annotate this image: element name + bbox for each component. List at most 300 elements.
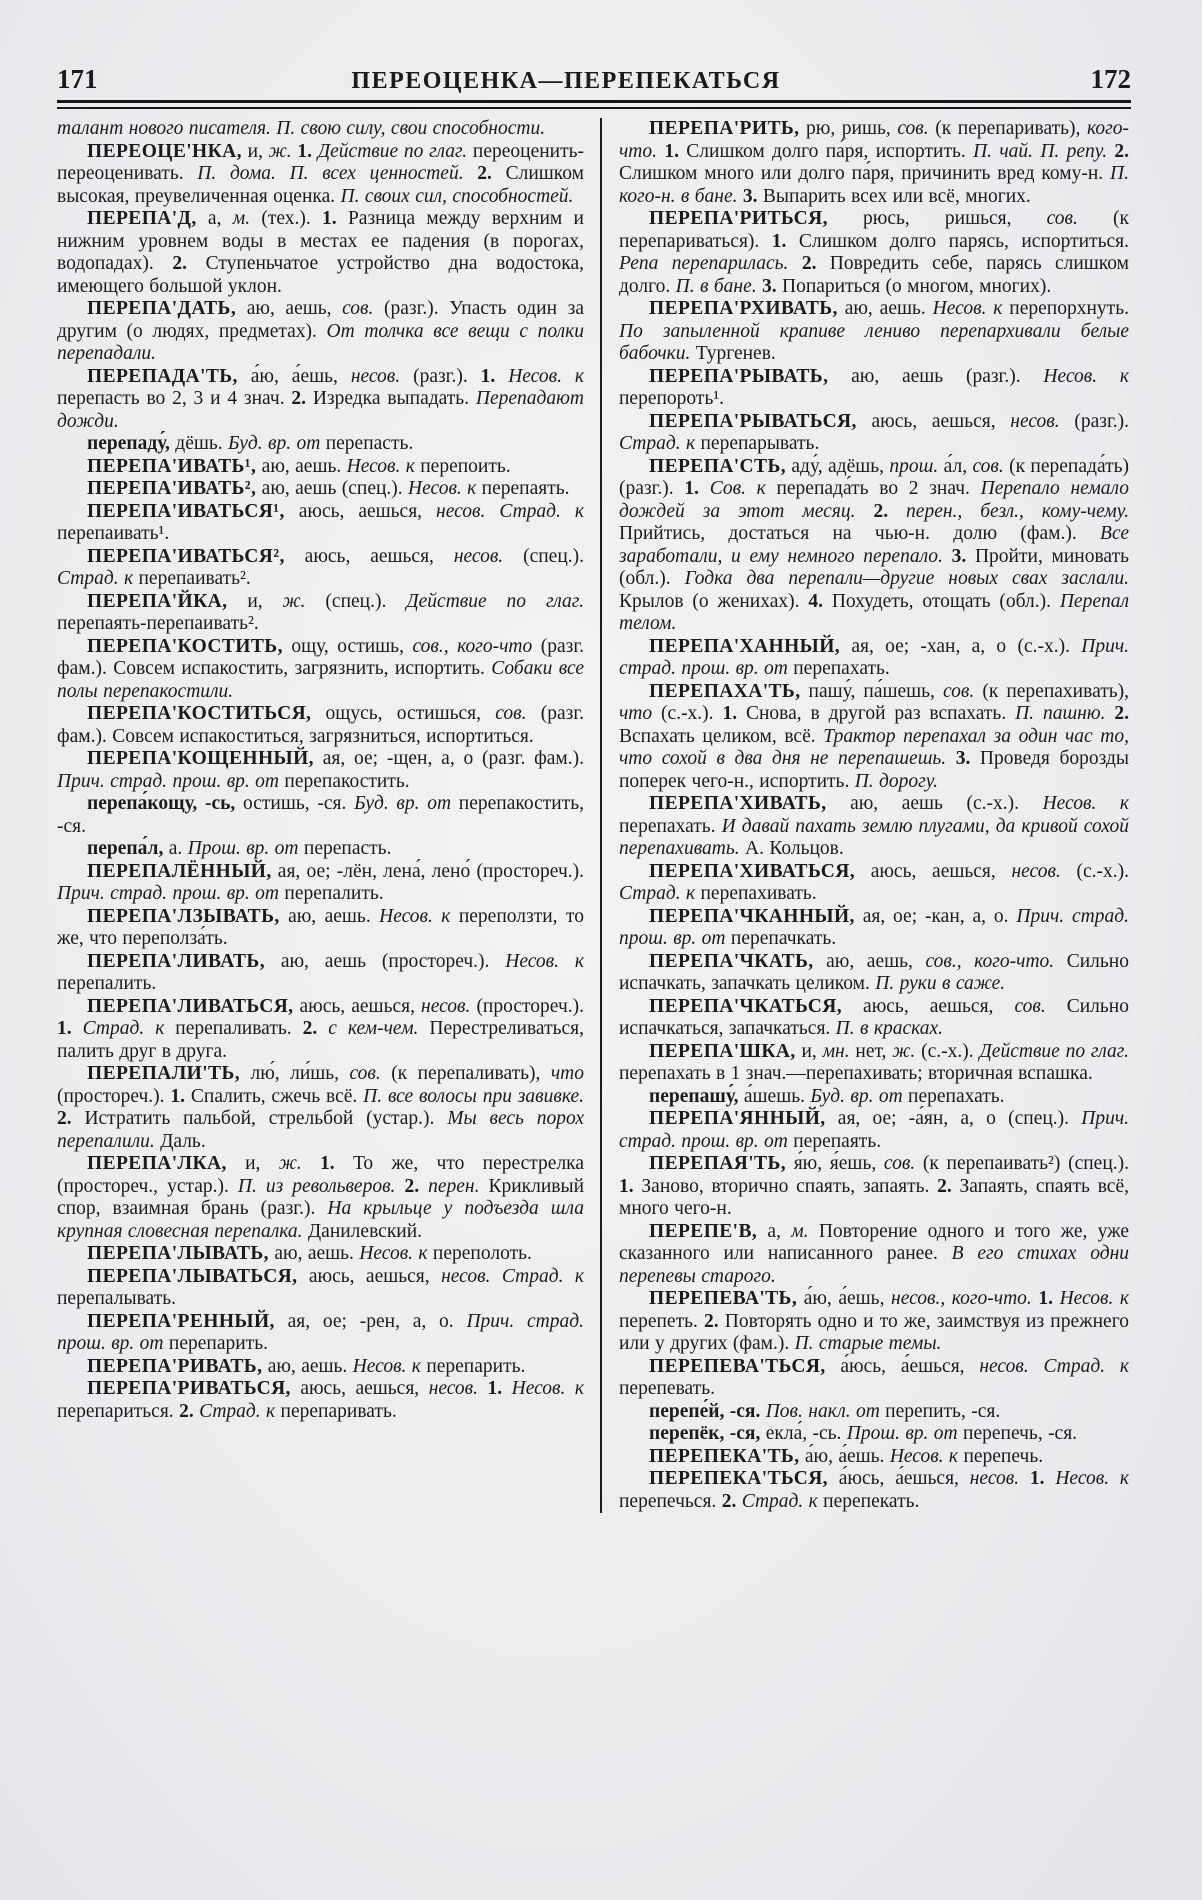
headword: ПЕРЕПЕВА'ТЬ, <box>649 1288 798 1309</box>
italic-text: Несов. к <box>511 1378 585 1399</box>
italic-text: Страд. к <box>619 883 696 904</box>
italic-text: П. старые темы. <box>794 1333 942 1354</box>
italic-text: Страд. к <box>501 1265 584 1287</box>
dictionary-entry <box>57 1063 584 1153</box>
italic-text: Перепадают дожди. <box>57 388 584 432</box>
dictionary-entry <box>619 996 1129 1041</box>
dictionary-page <box>57 0 1131 1513</box>
italic-text: Прош. вр. от <box>846 1423 958 1444</box>
plain-text <box>464 163 478 184</box>
headword: ПЕРЕПЕКА'ТЬСЯ, <box>649 1468 828 1489</box>
plain-text: перепить, -ся. <box>879 1400 1001 1422</box>
dictionary-entry <box>619 1288 1129 1356</box>
plain-text: а́ю, а́ешь. <box>799 1445 890 1467</box>
plain-text: Заново, вторично спаять, запаять. <box>633 1175 938 1197</box>
plain-text: переползти, то же, что переполза́ть. <box>57 905 584 949</box>
bold-text: перепа́кощу, -сь, <box>87 793 236 814</box>
italic-text: перен., безл., кому-чему. <box>906 500 1129 522</box>
headword: ПЕРЕПА'ХАННЫЙ, <box>649 635 841 657</box>
plain-text: (к перепаивать²) (спец.). <box>915 1153 1129 1174</box>
dictionary-entry <box>57 591 584 636</box>
bold-text: 2. <box>1114 703 1129 724</box>
bold-text: 1. <box>684 478 699 499</box>
headword: ПЕРЕПА'ЧКАТЬ, <box>649 950 814 972</box>
dictionary-entry <box>57 996 584 1064</box>
plain-text: перепеть. <box>619 1310 705 1332</box>
headword: ПЕРЕПА'ШКА, <box>649 1040 796 1062</box>
italic-text: И давай пахать землю плугами, да кривой сохой перепахивать. <box>619 815 1129 859</box>
italic-text: Прич. страд. прош. вр. от <box>619 1108 1129 1152</box>
headword: ПЕРЕПА'РИТЬ, <box>649 118 800 139</box>
plain-text: (спец.). <box>503 545 585 567</box>
italic-text: несов. <box>441 1265 491 1287</box>
italic-text: П. из револьверов. <box>237 1175 396 1197</box>
italic-text: П. все волосы при завивке. <box>363 1085 584 1107</box>
bold-text: перепа́л, <box>87 838 164 859</box>
plain-text: аюсь, аешься, <box>842 995 1015 1017</box>
plain-text: Повредить себе, парясь слишком долго. <box>619 253 1129 297</box>
plain-text: перепачкать. <box>725 928 837 949</box>
plain-text <box>943 546 952 567</box>
bold-text: перепе́й, -ся. <box>649 1400 761 1422</box>
bold-text: 2. <box>477 163 492 184</box>
headword: ПЕРЕПА'РЫВАТЬСЯ, <box>649 410 857 432</box>
page-header <box>57 66 1131 93</box>
plain-text: и, <box>795 1040 823 1062</box>
italic-text: Несов. к <box>379 905 451 927</box>
italic-text: Несов. к <box>889 1445 959 1467</box>
plain-text: а, <box>196 208 233 229</box>
bold-text: 1. <box>170 1085 186 1107</box>
plain-text: (разг. фам.). Совсем испакоститься, загрязниться, испортиться. <box>57 703 584 747</box>
plain-text: переоценить-переоценивать. <box>57 140 585 184</box>
dictionary-entry <box>57 1153 584 1243</box>
plain-text: перепаять-перепаивать². <box>57 613 259 634</box>
plain-text: перепекать. <box>817 1490 920 1512</box>
plain-text: аю, аешь (разг.). <box>828 365 1044 387</box>
dictionary-entry <box>57 501 584 546</box>
italic-text: П. дома. П. всех ценностей. <box>197 163 464 184</box>
headword: ПЕРЕПА'ИВАТЬ², <box>87 478 257 499</box>
italic-text: несов. <box>436 500 486 522</box>
italic-text: Страд. к <box>741 1490 818 1512</box>
plain-text: перепасть. <box>298 838 392 859</box>
plain-text: ая, ое; -а́ян, а, о (спец.). <box>825 1108 1082 1129</box>
plain-text: аю, аешь (простореч.). <box>264 950 506 972</box>
italic-text: Страд. к <box>1043 1355 1129 1377</box>
bold-text: 1. <box>771 230 787 252</box>
plain-text: ая, ое; -хан, а, о (с.-х.). <box>840 635 1082 657</box>
italic-text: Годка два перепали—другие новых свах заслали. <box>684 568 1129 589</box>
page-number-left: 171 <box>57 64 98 94</box>
plain-text: аюсь, аешься, <box>856 410 1011 432</box>
headword: ПЕРЕПА'ЛЫВАТЬ, <box>87 1243 269 1264</box>
plain-text: перепарить. <box>420 1355 526 1377</box>
italic-text: Несов. к <box>408 478 477 499</box>
bold-text: 3. <box>955 748 971 769</box>
plain-text: Снова, в другой раз вспахать. <box>737 703 1016 724</box>
italic-text: Собаки все полы перепакостили. <box>57 658 585 702</box>
italic-text: ж. <box>278 1153 302 1174</box>
plain-text: аюсь, аешься, <box>297 1265 442 1287</box>
italic-text: сов. <box>342 298 374 319</box>
headword: ПЕРЕПА'ЛКА, <box>87 1153 227 1174</box>
headword: ПЕРЕПА'КОСТИТЬ, <box>87 635 283 657</box>
headword: ПЕРЕПА'РИВАТЬСЯ, <box>87 1378 291 1399</box>
plain-text: перепаивать². <box>133 568 251 589</box>
plain-text: Изредка выпадать. <box>306 388 476 409</box>
italic-text: Мы весь порох перепалили. <box>57 1108 585 1152</box>
plain-text <box>788 253 801 274</box>
plain-text: перепалить. <box>57 973 157 994</box>
italic-text: несов. <box>979 1355 1029 1377</box>
dictionary-entry <box>619 1401 1129 1424</box>
plain-text: аю, аешь. <box>279 905 380 927</box>
headword: ПЕРЕПЕВА'ТЬСЯ, <box>649 1355 826 1377</box>
plain-text: (к перепаривать), <box>928 118 1088 139</box>
headword: ПЕРЕПА'ЛИВАТЬ, <box>87 950 265 972</box>
italic-text: сов., кого-что <box>412 635 533 657</box>
plain-text: перепарывать. <box>695 433 820 454</box>
headword: ПЕРЕПАЛЁННЫЙ, <box>87 860 272 882</box>
plain-text: перепахать в 1 знач.—перепахивать; вторичная вспашка. <box>619 1063 1093 1084</box>
bold-text: перепашу́, <box>649 1085 739 1107</box>
plain-text: а́ю, а́ешь, <box>797 1288 892 1309</box>
plain-text: аю, аешь, <box>813 950 926 972</box>
plain-text: (к перепаливать), <box>380 1063 551 1084</box>
dictionary-entry <box>57 546 584 591</box>
plain-text: аю, аешь. <box>268 1243 360 1264</box>
plain-text: Даль. <box>154 1130 206 1152</box>
plain-text: рюсь, ришься, <box>827 208 1047 229</box>
bold-text: 2. <box>179 1400 194 1422</box>
plain-text: остишь, -ся. <box>235 793 355 814</box>
plain-text: Слишком высокая, преувеличенная оценка. <box>57 163 585 207</box>
italic-text: П. пашню. <box>1015 703 1106 724</box>
plain-text: Слишком долго парясь, испортиться. <box>786 230 1129 252</box>
plain-text <box>1053 1288 1060 1309</box>
headword: ПЕРЕПА'ИВАТЬ¹, <box>87 455 257 477</box>
dictionary-entry <box>619 411 1129 456</box>
dictionary-entry <box>57 298 584 366</box>
italic-text: П. в красках. <box>835 1018 944 1039</box>
dictionary-entry <box>619 906 1129 951</box>
dictionary-entry <box>619 208 1129 298</box>
plain-text: Данилевский. <box>302 1220 423 1242</box>
plain-text <box>1029 1356 1044 1377</box>
plain-text: Истратить пальбой, стрельбой (устар.). <box>71 1108 448 1129</box>
headword: ПЕРЕПА'РИТЬСЯ, <box>649 208 828 229</box>
headword: ПЕРЕПЕКА'ТЬ, <box>649 1445 800 1467</box>
italic-text: сов., кого-что. <box>925 950 1055 972</box>
plain-text: (разг.). <box>400 365 481 387</box>
dictionary-entry <box>619 1423 1129 1446</box>
plain-text: дёшь. <box>169 433 229 454</box>
headword: ПЕРЕПА'ЯННЫЙ, <box>649 1108 826 1129</box>
dictionary-entry <box>619 1086 1129 1109</box>
plain-text: перепорхнуть. <box>1002 298 1129 319</box>
dictionary-entry <box>57 1266 584 1311</box>
dictionary-entry <box>57 748 584 793</box>
bold-text: 1. <box>487 1378 503 1399</box>
italic-text: Прич. страд. прош. вр. от <box>619 635 1129 679</box>
plain-text: перепасть. <box>320 433 414 454</box>
italic-text: Все заработали, и ему немного перепало. <box>619 523 1129 567</box>
headword: ПЕРЕПАЯ'ТЬ, <box>649 1153 787 1174</box>
plain-text: То же, что перестрелка (простореч., устар.). <box>57 1153 585 1197</box>
plain-text: аюсь, аешься, <box>855 860 1012 882</box>
plain-text: переполоть. <box>427 1243 532 1264</box>
italic-text: По запыленной крапиве лениво перепархивали белые бабочки. <box>619 320 1129 364</box>
headword: ПЕРЕПА'РЕННЫЙ, <box>87 1310 275 1332</box>
plain-text: ая, ое; -кан, а, о. <box>854 905 1017 927</box>
italic-text: Пов. накл. от <box>765 1400 880 1422</box>
bold-text: 2. <box>1114 140 1130 162</box>
bold-text: 2. <box>302 1018 318 1039</box>
dictionary-entry <box>619 1221 1129 1289</box>
plain-text <box>946 748 956 769</box>
italic-text: талант нового писателя. П. свою силу, свои способности. <box>57 118 546 139</box>
italic-text: м. <box>232 208 251 229</box>
plain-text <box>419 1176 428 1197</box>
bold-text: 1. <box>322 208 337 229</box>
italic-text: Несов. к <box>352 1355 421 1377</box>
dictionary-entry <box>57 1356 584 1379</box>
dictionary-entry <box>57 906 584 951</box>
headword: ПЕРЕПА'СТЬ, <box>649 455 787 477</box>
dictionary-entry <box>57 636 584 704</box>
plain-text: ая, ое; -щен, а, о (разг. фам.). <box>313 748 584 769</box>
plain-text: (к перепада́ть) (разг.). <box>619 455 1130 499</box>
headword: ПЕРЕПА'РИВАТЬ, <box>87 1355 263 1377</box>
italic-text: кого-что. <box>619 118 1129 162</box>
bold-text: 2. <box>291 388 307 409</box>
bold-text: 1. <box>1038 1288 1053 1309</box>
italic-text: перен. <box>428 1175 480 1197</box>
plain-text: перепечь, -ся. <box>957 1423 1078 1444</box>
plain-text: перепада́ть во 2 знач. <box>765 478 981 499</box>
plain-text: аю, аешь. <box>837 298 933 319</box>
italic-text: сов. <box>495 703 527 724</box>
dictionary-entry <box>619 1468 1129 1513</box>
plain-text: ощусь, остишься, <box>311 703 496 724</box>
italic-text: несов. <box>350 365 401 387</box>
plain-text: ая, ое; -рен, а, о. <box>274 1310 467 1332</box>
plain-text: (с.-х.). <box>1060 860 1129 882</box>
italic-text: Действие по глаг. <box>317 140 468 162</box>
dictionary-entry <box>619 298 1129 366</box>
plain-text: (разг.). <box>1059 410 1129 432</box>
plain-text <box>490 1266 501 1287</box>
dictionary-entry <box>57 478 584 501</box>
headword: ПЕРЕПА'Д, <box>87 208 197 229</box>
plain-text: а, <box>757 1220 792 1242</box>
plain-text: перепаливать. <box>164 1018 303 1039</box>
plain-text: перепалить. <box>279 883 384 904</box>
italic-text: несов. <box>421 995 471 1017</box>
bold-text: 1. <box>619 1175 634 1197</box>
plain-text: Крикливый спор, взаимная брань (разг.). <box>57 1175 585 1219</box>
italic-text: мн. <box>822 1040 850 1062</box>
italic-text: Перепал телом. <box>619 590 1129 634</box>
italic-text: что <box>619 703 653 724</box>
bold-text: 2. <box>721 1490 737 1512</box>
italic-text: П. кого-н. в бане. <box>619 163 1129 207</box>
plain-text: (с.-х.). <box>652 703 723 724</box>
italic-text: Страд. к <box>82 1018 165 1039</box>
dictionary-entry <box>57 366 584 434</box>
italic-text: Несов. к <box>1055 1468 1130 1489</box>
bold-text: 1. <box>664 140 679 162</box>
plain-text <box>72 1018 83 1039</box>
dictionary-entry <box>619 1446 1129 1469</box>
plain-text: перепасть во 2, 3 и 4 знач. <box>57 388 292 409</box>
dictionary-entry <box>619 681 1129 794</box>
italic-text: ж. <box>282 590 306 612</box>
plain-text: аю, аешь, <box>236 298 343 319</box>
plain-text: (с.-х.). <box>915 1040 980 1062</box>
plain-text: рю, ришь, <box>799 118 898 139</box>
dictionary-entry <box>57 861 584 906</box>
plain-text: Слишком много или долго па́ря, причинить вред кому-н. <box>619 163 1111 184</box>
headword: ПЕРЕПЕ'В, <box>649 1220 758 1242</box>
plain-text: Попариться (о многом, многих). <box>776 275 1052 297</box>
plain-text: перепечь. <box>958 1445 1044 1467</box>
bold-text: 3. <box>742 185 758 207</box>
headword: ПЕРЕПАХА'ТЬ, <box>649 680 801 702</box>
italic-text: П. чай. П. репу. <box>973 140 1108 162</box>
headword: ПЕРЕПАДА'ТЬ, <box>87 365 238 387</box>
dictionary-entry <box>57 456 584 479</box>
plain-text: перепоить. <box>414 455 511 477</box>
italic-text: Несов. к <box>932 298 1003 319</box>
italic-text: несов., кого-что. <box>891 1288 1032 1309</box>
italic-text: Несов. к <box>505 950 584 972</box>
italic-text: От толчка все вещи с полки перепадали. <box>57 320 585 364</box>
bold-text: перепёк, -ся, <box>649 1423 761 1444</box>
bold-text: 1. <box>722 703 738 724</box>
dictionary-entry <box>619 118 1129 208</box>
italic-text: ж. <box>268 140 292 162</box>
italic-text: В его стихах одни перепевы старого. <box>619 1243 1129 1287</box>
italic-text: Буд. вр. от <box>354 793 452 814</box>
plain-text: перепахивать. <box>695 883 817 904</box>
plain-text: Повторять одно и то же, заимствуя из прежнего или у других (фам.). <box>619 1310 1129 1354</box>
headword: ПЕРЕПА'ЛЗЫВАТЬ, <box>87 905 280 927</box>
header-rule <box>57 100 1131 109</box>
plain-text <box>699 478 710 499</box>
bold-text: 2. <box>172 253 187 274</box>
plain-text: нет, <box>849 1040 893 1062</box>
italic-text: Прош. вр. от <box>187 838 299 859</box>
plain-text: Похудеть, отощать (обл.). <box>822 590 1060 612</box>
bold-text: 1. <box>57 1018 72 1039</box>
headword: ПЕРЕПА'ДАТЬ, <box>87 298 237 319</box>
italic-text: что <box>550 1063 584 1084</box>
dictionary-entry <box>619 793 1129 861</box>
italic-text: сов. <box>349 1063 381 1084</box>
italic-text: сов. <box>1046 208 1078 229</box>
italic-text: Страд. к <box>199 1400 276 1422</box>
plain-text: перепаривать. <box>275 1400 397 1422</box>
dictionary-entry <box>57 703 584 748</box>
dictionary-entry <box>619 456 1129 636</box>
right-column <box>600 118 1129 1513</box>
plain-text: Перестреливаться, палить друг в друга. <box>57 1018 584 1062</box>
plain-text: я́ю, я́ешь, <box>786 1153 884 1174</box>
plain-text: а. <box>163 838 188 859</box>
plain-text: перепороть¹. <box>619 388 725 409</box>
dictionary-entry <box>57 433 584 456</box>
plain-text: а́юсь, а́ешься, <box>825 1355 980 1377</box>
italic-text: Буд. вр. от <box>228 433 321 454</box>
italic-text: сов. <box>1014 995 1046 1017</box>
page-number-right: 172 <box>1090 64 1131 94</box>
dictionary-entry <box>57 141 584 209</box>
plain-text: ая, ое; -лён, лена́, лено́ (простореч.). <box>271 860 584 882</box>
italic-text: сов. <box>897 118 929 139</box>
plain-text: А. Кольцов. <box>739 838 844 859</box>
plain-text <box>888 501 906 522</box>
italic-text: Несов. к <box>1042 793 1129 814</box>
bold-text: 4. <box>808 590 823 612</box>
dictionary-entry <box>619 1108 1129 1153</box>
bold-text: 1. <box>480 365 496 387</box>
plain-text <box>317 1018 328 1039</box>
italic-text: Трактор перепахал за один час то, что сохой в два дня не перепашешь. <box>619 725 1129 769</box>
plain-text: аю, аешь (спец.). <box>256 478 409 499</box>
plain-text <box>502 1378 512 1399</box>
plain-text: и, <box>226 1153 279 1174</box>
headword: ПЕРЕПА'ИВАТЬСЯ¹, <box>87 500 285 522</box>
dictionary-columns <box>57 118 1131 1513</box>
plain-text: и, <box>227 590 283 612</box>
italic-text: П. своих сил, способностей. <box>340 185 574 207</box>
plain-text: Вспахать целиком, всё. <box>619 725 824 747</box>
bold-text: 2. <box>873 500 889 522</box>
plain-text: Разница между верхним и нижним уровнем воды в местах ее падения (в порогах, водопадах). <box>57 208 584 274</box>
italic-text: Действие по глаг. <box>406 590 585 612</box>
bold-text: 2. <box>937 1175 952 1197</box>
headword: ПЕРЕПА'ХИВАТЬ, <box>649 793 827 814</box>
plain-text: (разг.). Упасть один за другим (о людях, предметах). <box>57 298 584 342</box>
plain-text: перепарить. <box>163 1333 268 1354</box>
plain-text: (к перепахивать), <box>974 680 1130 702</box>
italic-text: П. в бане. <box>675 275 757 297</box>
plain-text: аюсь, аешься, <box>284 545 454 567</box>
italic-text: Сов. к <box>709 478 766 499</box>
plain-text: Слишком долго па́ря, испортить. <box>678 140 974 162</box>
italic-text: Несов. к <box>346 455 415 477</box>
italic-text: несов. <box>428 1378 479 1399</box>
dictionary-entry <box>619 951 1129 996</box>
italic-text: Буд. вр. от <box>810 1085 903 1107</box>
plain-text: Сильно испачкаться, запачкаться. <box>619 995 1129 1039</box>
bold-text: перепаду́, <box>87 433 170 454</box>
dictionary-entry <box>57 1243 584 1266</box>
headword: ПЕРЕПАЛИ'ТЬ, <box>87 1063 241 1084</box>
italic-text: Перепало немало дождей за этот месяц. <box>619 478 1130 522</box>
plain-text: перепариться. <box>57 1400 180 1422</box>
plain-text: Запаять, спаять всё, много чего-н. <box>619 1175 1129 1219</box>
plain-text: Прийтись, достаться на чью-н. долю (фам.). <box>619 523 1101 544</box>
headword: ПЕРЕПА'КОЩЕННЫЙ, <box>87 748 314 769</box>
italic-text: Несов. к <box>1043 365 1129 387</box>
plain-text: аю, аешь. <box>256 455 347 477</box>
italic-text: Несов. к <box>1059 1288 1130 1309</box>
italic-text: Репа перепарилась. <box>619 253 789 274</box>
dictionary-entry <box>57 1378 584 1423</box>
